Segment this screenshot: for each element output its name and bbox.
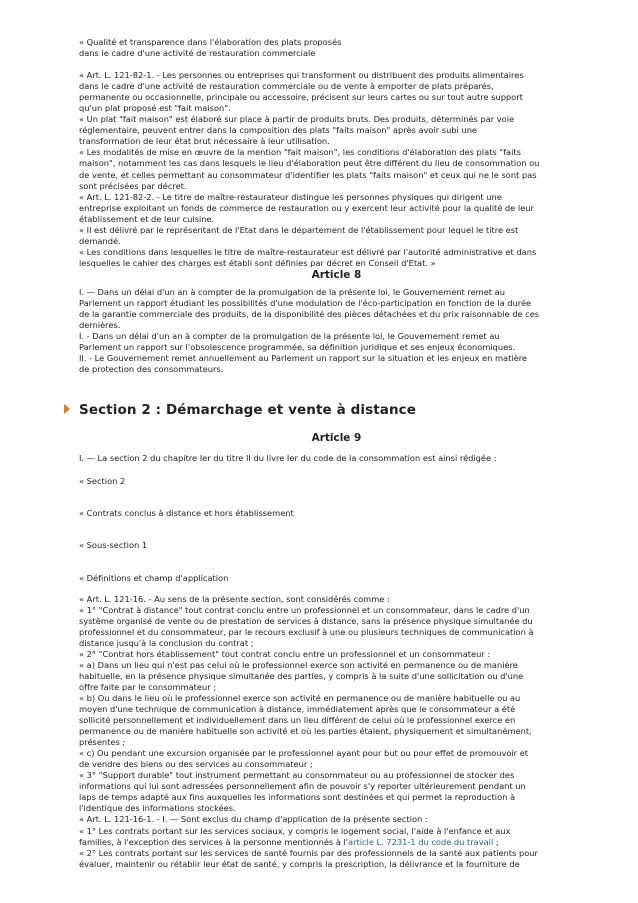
article-9-text-continued <box>79 848 594 870</box>
text-line: « Art. L. 121-16-1. - I. — Sont exclus du champ d'application de la présente section : <box>79 814 428 825</box>
article-9-title: Article 9 <box>311 432 362 445</box>
text-line: dans le cadre d'une activité de restauration commerciale ou de vente à emporter de plats préparés, <box>79 81 494 92</box>
text-line: transformation de leur état brut nécessaire à leur utilisation. <box>79 136 330 147</box>
text-line: lesquelles le cahier des charges est établi sont définies par décret en Conseil d'Etat. » <box>79 257 436 268</box>
text-line: sollicité personnellement et individuellement dans un lieu différent de celui où le professionnel exerce en <box>79 715 516 726</box>
article-9-intro: I. — La section 2 du chapitre Ier du titre II du livre Ier du code de la consommation est ainsi rédigée : <box>79 453 497 464</box>
text-line: dans le cadre d'une activité de restauration commerciale <box>79 48 316 59</box>
document-body <box>79 37 594 870</box>
chevron-right-icon[interactable] <box>64 404 70 414</box>
text-line: distance jusqu'à la conclusion du contrat ; <box>79 637 254 648</box>
subsection-1-line: « Sous-section 1 <box>79 540 148 551</box>
text-line: « 3° "Support durable" tout instrument permettant au consommateur ou au professionnel de stocker des <box>79 770 515 781</box>
section-2-title[interactable] <box>79 401 594 419</box>
text-line: Parlement un rapport sur l'obsolescence programmée, sa définition juridique et ses enjeux économiques. <box>79 342 516 353</box>
article-8-title: Article 8 <box>311 268 362 281</box>
text-line: établissement et de leur cuisine. <box>79 213 215 224</box>
text-line: « 1° "Contrat à distance" tout contrat conclu entre un professionnel et un consommateur, dans le cadre d'un <box>79 604 530 615</box>
text-line: sont précisées par décret. <box>79 180 187 191</box>
text-line: « Art. L. 121-16. - Au sens de la présente section, sont considérés comme : <box>79 593 390 604</box>
text-line: de la garantie commerciale des produits, de la disponibilité des pièces détachées et du prix raisonnable de ces <box>79 309 540 320</box>
text-line: qu'un plat proposé est "fait maison". <box>79 103 231 114</box>
text-line: de vendre des biens ou des services au consommateur ; <box>79 759 313 770</box>
text-line: « Il est délivré par le représentant de l'Etat dans le département de l'établissement pour lequel le titre est <box>79 224 519 235</box>
text-line: « 1° Les contrats portant sur les services sociaux, y compris le logement social, l'aide à l'enfance et aux <box>79 825 511 836</box>
section-2-label: Section 2 : Démarchage et vente à distance <box>79 402 417 419</box>
article-9-text <box>79 594 594 837</box>
text-line: « c) Ou pendant une excursion organisée par le professionnel ayant pour but ou pour effet de promouvoir et <box>79 748 529 759</box>
link-line-before: familles, à l'exception des services à la personne mentionnés à l' <box>79 836 349 847</box>
text-line: permanence ou de manière habituelle son activité et où les parties étaient, physiquement et simultanément, <box>79 726 532 737</box>
text-line: « Les modalités de mise en œuvre de la mention "fait maison", les conditions d'élaboration des plats "faits <box>79 147 521 158</box>
text-line: l'identique des informations stockées. <box>79 803 236 814</box>
text-line: demandé. <box>79 235 121 246</box>
text-line: système organisé de vente ou de prestation de services à distance, sans la présence physique simultanée du <box>79 615 533 626</box>
text-line: laps de temps adapté aux fins auxquelles les informations sont destinées et qui permet la reproduction à <box>79 792 516 803</box>
heading-quality <box>79 37 594 59</box>
text-line: « Les conditions dans lesquelles le titre de maître-restaurateur est délivré par l'autorité administrative et dans <box>79 246 537 257</box>
text-line: évaluer, maintenir ou rétablir leur état de santé, y compris la prescription, la délivrance et la fourniture de <box>79 858 520 869</box>
text-line: « a) Dans un lieu qui n'est pas celui où le professionnel exerce son activité en permanence ou de manière <box>79 659 518 670</box>
text-line: dernières. <box>79 320 121 331</box>
text-line: « Art. L. 121-82-1. - Les personnes ou entreprises qui transforment ou distribuent des produits alimentaires <box>79 70 524 81</box>
text-line: habituelle, en la présence physique simultanée des parties, y compris à la suite d'une sollicitation ou d'une <box>79 670 524 681</box>
text-line: de protection des consommateurs. <box>79 364 224 375</box>
text-line: moyen d'une technique de communication à distance, immédiatement après que le consommateur a été <box>79 704 516 715</box>
text-line: de vente, et celles permettant au consommateur d'identifier les plats "faits maison" et ceux qui ne le sont pas <box>79 169 537 180</box>
article-L121-82-text <box>79 70 594 269</box>
text-line: offre faite par le consommateur ; <box>79 681 216 692</box>
text-line: Parlement un rapport étudiant les possibilités d'une modulation de l'éco-participation en fonction de la durée <box>79 297 532 308</box>
article-8-text <box>79 287 594 375</box>
link-line-after: ; <box>493 836 499 847</box>
contracts-heading: « Contrats conclus à distance et hors établissement <box>79 508 294 519</box>
text-line: « Art. L. 121-82-2. - Le titre de maître-restaurateur distingue les personnes physiques qui dirigent une <box>79 191 502 202</box>
section-2-line: « Section 2 <box>79 476 126 487</box>
text-line: « 2° Les contrats portant sur les services de santé fournis par des professionnels de la santé aux patients pour <box>79 847 538 858</box>
text-line: « b) Ou dans le lieu où le professionnel exerce son activité en permanence ou de manière habituelle ou au <box>79 692 521 703</box>
text-line: professionnel et du consommateur, par le recours exclusif à une ou plusieurs techniques de communication à <box>79 626 534 637</box>
text-line: entreprise exploitant un fonds de commerce de restauration ou y exercent leur activité pour la qualité de leur <box>79 202 534 213</box>
text-line: I. — Dans un délai d'un an à compter de la promulgation de la présente loi, le Gouvernement remet au <box>79 286 505 297</box>
text-line: maison", notamment les cas dans lesquels le lieu d'élaboration peut être différent du lieu de consommation ou <box>79 158 540 169</box>
text-line: II. - Le Gouvernement remet annuellement au Parlement un rapport sur la situation et les enjeux en matière <box>79 353 527 364</box>
text-line: présentes ; <box>79 737 126 748</box>
code-du-travail-link[interactable]: article L. 7231-1 du code du travail <box>348 836 494 847</box>
text-line-with-link <box>79 837 594 848</box>
definitions-heading: « Définitions et champ d'application <box>79 572 229 583</box>
text-line: « Un plat "fait maison" est élaboré sur place à partir de produits bruts. Des produits, déterminés par voie <box>79 114 515 125</box>
text-line: informations qui lui sont adressées personnellement afin de pouvoir s'y reporter ultérieurement pendant un <box>79 781 526 792</box>
text-line: réglementaire, peuvent entrer dans la composition des plats "faits maison" après avoir subi une <box>79 125 478 136</box>
text-line: permanente ou occasionnelle, principale ou accessoire, précisent sur leurs cartes ou sur tout autre support <box>79 92 523 103</box>
text-line: « Qualité et transparence dans l'élaboration des plats proposés <box>79 37 342 47</box>
text-line: I. - Dans un délai d'un an à compter de la promulgation de la présente loi, le Gouvernement remet au <box>79 331 500 342</box>
text-line: « 2° "Contrat hors établissement" tout contrat conclu entre un professionnel et un consommateur : <box>79 648 491 659</box>
